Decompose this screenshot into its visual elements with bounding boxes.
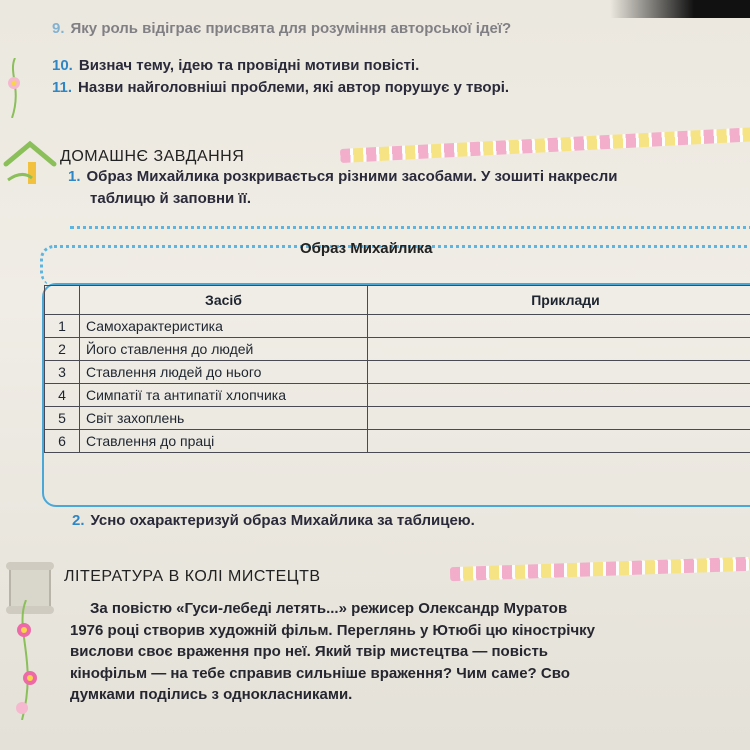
header-number (45, 286, 80, 315)
literature-paragraph (70, 598, 750, 706)
question-9: 9. Яку роль відіграє присвята для розуміння авторської ідеї? (52, 20, 512, 37)
task-1-line-1: 1. Образ Михайлика розкривається різними засобами. У зошиті накресли (68, 168, 618, 185)
paragraph-line: За повістю «Гуси-лебеді летять...» режисер Олександр Муратов (90, 600, 568, 617)
means-table (44, 285, 750, 453)
literature-title: ЛІТЕРАТУРА В КОЛІ МИСТЕЦТВ (64, 568, 321, 585)
paragraph-line: кінофільм — на тебе справив сильніше враження? Чим саме? Сво (70, 664, 570, 682)
page-shadow (610, 0, 750, 18)
table-row (45, 384, 750, 407)
dotted-divider (70, 226, 750, 229)
house-icon (2, 140, 58, 186)
row-examples (368, 384, 750, 407)
table-row (45, 315, 750, 338)
row-means: Самохарактеристика (80, 315, 368, 338)
row-means: Симпатії та антипатії хлопчика (80, 384, 368, 407)
flower-vine-icon (2, 58, 28, 118)
row-means: Світ захоплень (80, 407, 368, 430)
row-number: 4 (45, 384, 80, 407)
task-2: 2. Усно охарактеризуй образ Михайлика за таблицею. (72, 512, 475, 529)
row-number: 3 (45, 361, 80, 384)
task-1-line-2: таблицю й заповни її. (90, 190, 252, 207)
row-number: 5 (45, 407, 80, 430)
table-row (45, 430, 750, 453)
table-row (45, 407, 750, 430)
row-number: 6 (45, 430, 80, 453)
row-examples (368, 361, 750, 384)
header-examples: Приклади (368, 286, 750, 315)
paragraph-line: думками поділись з однокласниками. (70, 686, 353, 703)
table-row (45, 361, 750, 384)
row-means: Ставлення людей до нього (80, 361, 368, 384)
question-10: 10. Визнач тему, ідею та провідні мотиви повісті. (52, 57, 420, 74)
row-means: Ставлення до праці (80, 430, 368, 453)
row-examples (368, 407, 750, 430)
header-means: Засіб (80, 286, 368, 315)
paragraph-line: вислови своє враження про неї. Який твір мистецтва — повість (70, 643, 549, 660)
row-examples (368, 430, 750, 453)
table-row (45, 338, 750, 361)
row-means: Його ставлення до людей (80, 338, 368, 361)
homework-title: ДОМАШНЄ ЗАВДАННЯ (60, 148, 245, 165)
row-examples (368, 338, 750, 361)
row-examples (368, 315, 750, 338)
decorative-ribbon (450, 557, 750, 581)
row-number: 1 (45, 315, 80, 338)
table-header-row (45, 286, 750, 315)
flower-vine-icon (8, 600, 44, 720)
table-title: Образ Михайлика (300, 240, 433, 257)
decorative-ribbon (340, 127, 750, 163)
row-number: 2 (45, 338, 80, 361)
paragraph-line: 1976 році створив художній фільм. Переглянь у Ютюбі цю кінострічку (70, 621, 596, 639)
question-11: 11. Назви найголовніші проблеми, які автор порушує у творі. (52, 79, 510, 96)
